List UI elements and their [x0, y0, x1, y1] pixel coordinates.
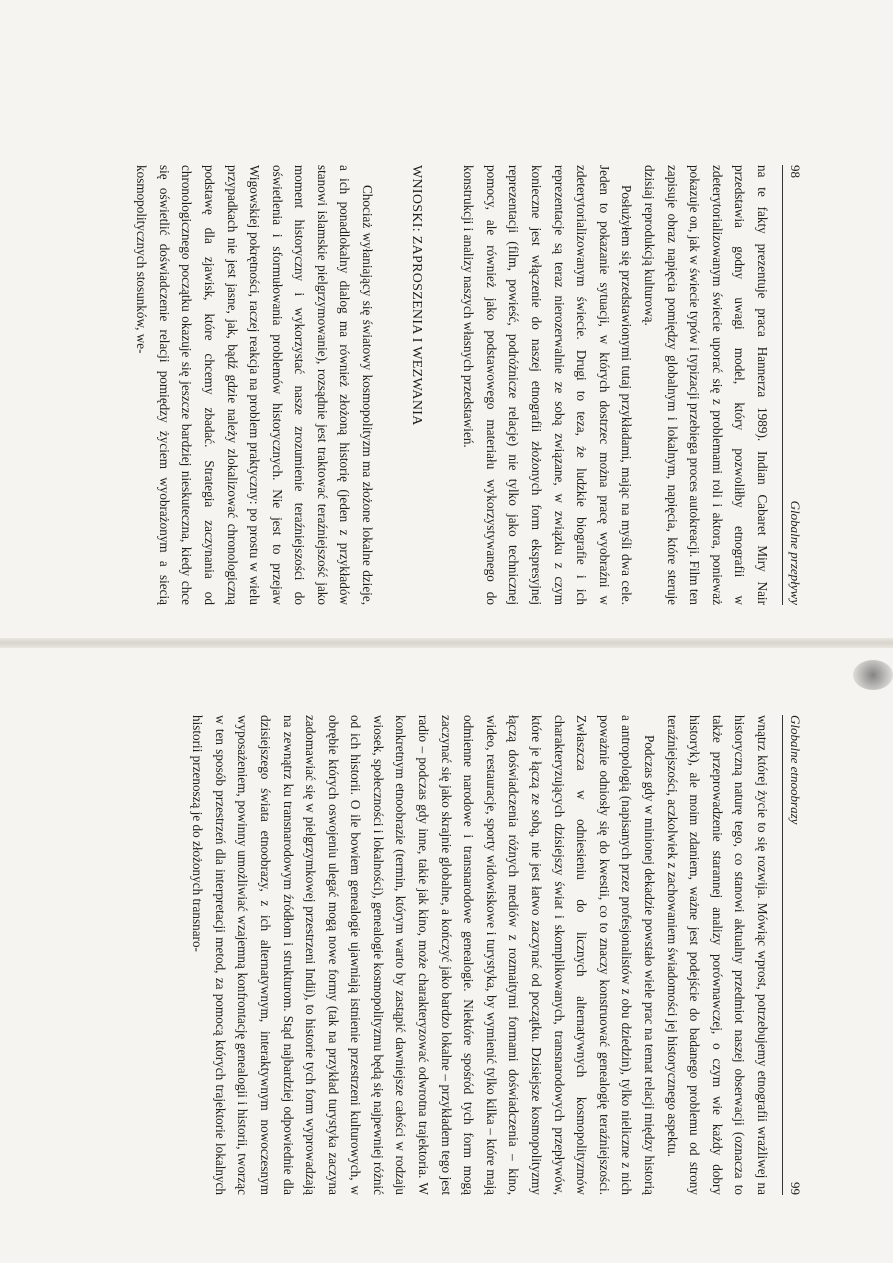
left-running-head: [783, 165, 803, 605]
right-page: [0, 655, 893, 1263]
paragraph: Chociaż wyłaniający się światowy kosmopolityzm ma złożone lokalne dzieje, a ich ponadlokalny dialog ma również złożoną historię (jeden z przykładów stanowi islamskie pielgrzymowanie), rozsądnie jest traktować teraźniejszość jako moment historyczny i wykorzystać nasze zrozumienie teraźniejszości do oświetlenia i sformułowania problemów historycznych. Nie jest to przejaw Wigowskiej pokrętności, raczej reakcja na problem praktyczny: po prostu w wielu przypadkach nie jest jasne, jak, bądź gdzie należy zlokalizować chronologiczną podstawę dla zjawisk, które chcemy zbadać. Strategia zaczynania od chronologicznego początku okazuje się jeszcze bardziej nieskuteczna, kiedy chce się oświetlić doświadczenie relacji pomiędzy życiem wyobrażonym a siecią kosmopolitycznych stosunków, we-: [134, 165, 376, 605]
book-gutter: [0, 638, 893, 648]
page-number: 99: [788, 1182, 803, 1195]
paragraph: wnątrz której życie to się rozwija. Mówiąc wprost, potrzebujemy etnografii wrażliwej na historyczną naturę tego, co stanowi aktualny przedmiot naszej obserwacji (oznacza to także przeprowadzenie starannej analizy porównawczej, o czym wie każdy dobry historyk), ale moim zdaniem, ważne jest podejście do badanego problemu od strony teraźniejszości, aczkolwiek z zachowaniem świadomości jej historycznego aspektu.: [664, 715, 770, 1195]
header-rule: [782, 715, 783, 1195]
page-number: 98: [788, 165, 803, 178]
paragraph: Podczas gdy w minionej dekadzie powstało wiele prac na temat relacji między historią a antropologią (napisanych przez profesjonalistów z obu dziedzin), tylko nieliczne z nich poważnie odniosły się do kwestii, co to znaczy konstruować genealogię teraźniejszości. Zwłaszcza w odniesieniu do licznych alternatywnych kosmopolityzmów charakteryzujących dzisiejszy świat i skomplikowanych, transnarodowych przepływów, które je łączą ze sobą, nie jest łatwo zaczynać od początku. Dzisiejsze kosmopolityzmy łączą doświadczenia różnych mediów z rozmaitymi formami doświadczenia – kino, wideo, restauracje, sporty widowiskowe i turystyka, by wymienić tylko kilka – które mają odmienne narodowe i transnarodowe genealogie. Niektóre spośród tych form mogą zaczynać się jako skrajnie globalne, a kończyć jako bardzo lokalne – przykładem tego jest radio – podczas gdy inne, takie jak kino, może charakteryzować odwrotna trajektoria. W konkretnym etnoobrazie (termin, którym warto by zastąpić dawniejsze całości w rodzaju wiosek, społeczności i lokalności), genealogie kosmopolityzmu będą się najpewniej różnić od ich historii. O ile bowiem genealogie ujawniają istnienie przestrzeni kulturowych, w obrębie których oswojeniu ulegać mogą nowe formy (tak na przykład turystyka zaczyna zadomawiać się w pielgrzymkowej przestrzeni Indii), to historie tych form wyprowadzają na zewnątrz ku transnarodowym źródłom i strukturom. Stąd najbardziej odpowiednie dla dzisiejszego świata etnoobrazy, z ich alternatywnym, interaktywnym nowoczesnym wyposażeniem, powinny umożliwiać wzajemną konfrontację genealogii i historii, tworząc w ten sposób przestrzeń dla interpretacji metod, za pomocą których trajektorie lokalnych historii przenoszą je do złożonych transnaro-: [190, 715, 658, 1195]
left-page: [0, 0, 893, 625]
paragraph: na te fakty prezentuje praca Hannerza 1989). Indian Cabaret Miry Nair przedstawia godny uwagi model, który pozwoliłby etnografii w zdeterytorializowanym świecie uporać się z problemami roli i aktora, ponieważ pokazuje on, jak w świecie typów i typizacji przebiega proces autokreacji. Film ten zapisuje obraz napięcia pomiędzy globalnym i lokalnym, napięcia, które steruje dzisiaj reprodukcją kulturową.: [642, 165, 770, 605]
left-body-text: [130, 165, 773, 605]
section-heading: WNIOSKI: ZAPROSZENIA I WEZWANIA: [408, 165, 424, 426]
right-body-text: [186, 715, 773, 1195]
header-rule: [782, 165, 783, 605]
running-title: Globalne etnoobrazy: [788, 715, 803, 825]
right-running-head: [783, 715, 803, 1195]
running-title: Globalne przepływy: [788, 500, 803, 605]
paragraph: Posłużyłem się przedstawionymi tutaj przykładami, mając na myśli dwa cele. Jeden to pokazanie sytuacji, w których dostrzec można pracę wyobraźni w zdeterytorializowanym świecie. Drugi to teza, że ludzkie biografie i ich reprezentacje są teraz nierozerwalnie ze sobą związane, w związku z czym konieczne jest włączenie do naszej etnografii złożonych form ekspresyjnej reprezentacji (film, powieść, podróżnicze relacje) nie tylko jako technicznej pomocy, ale również jako podstawowego materiału wykorzystywanego do konstrukcji i analizy naszych własnych przedstawień.: [461, 165, 635, 605]
